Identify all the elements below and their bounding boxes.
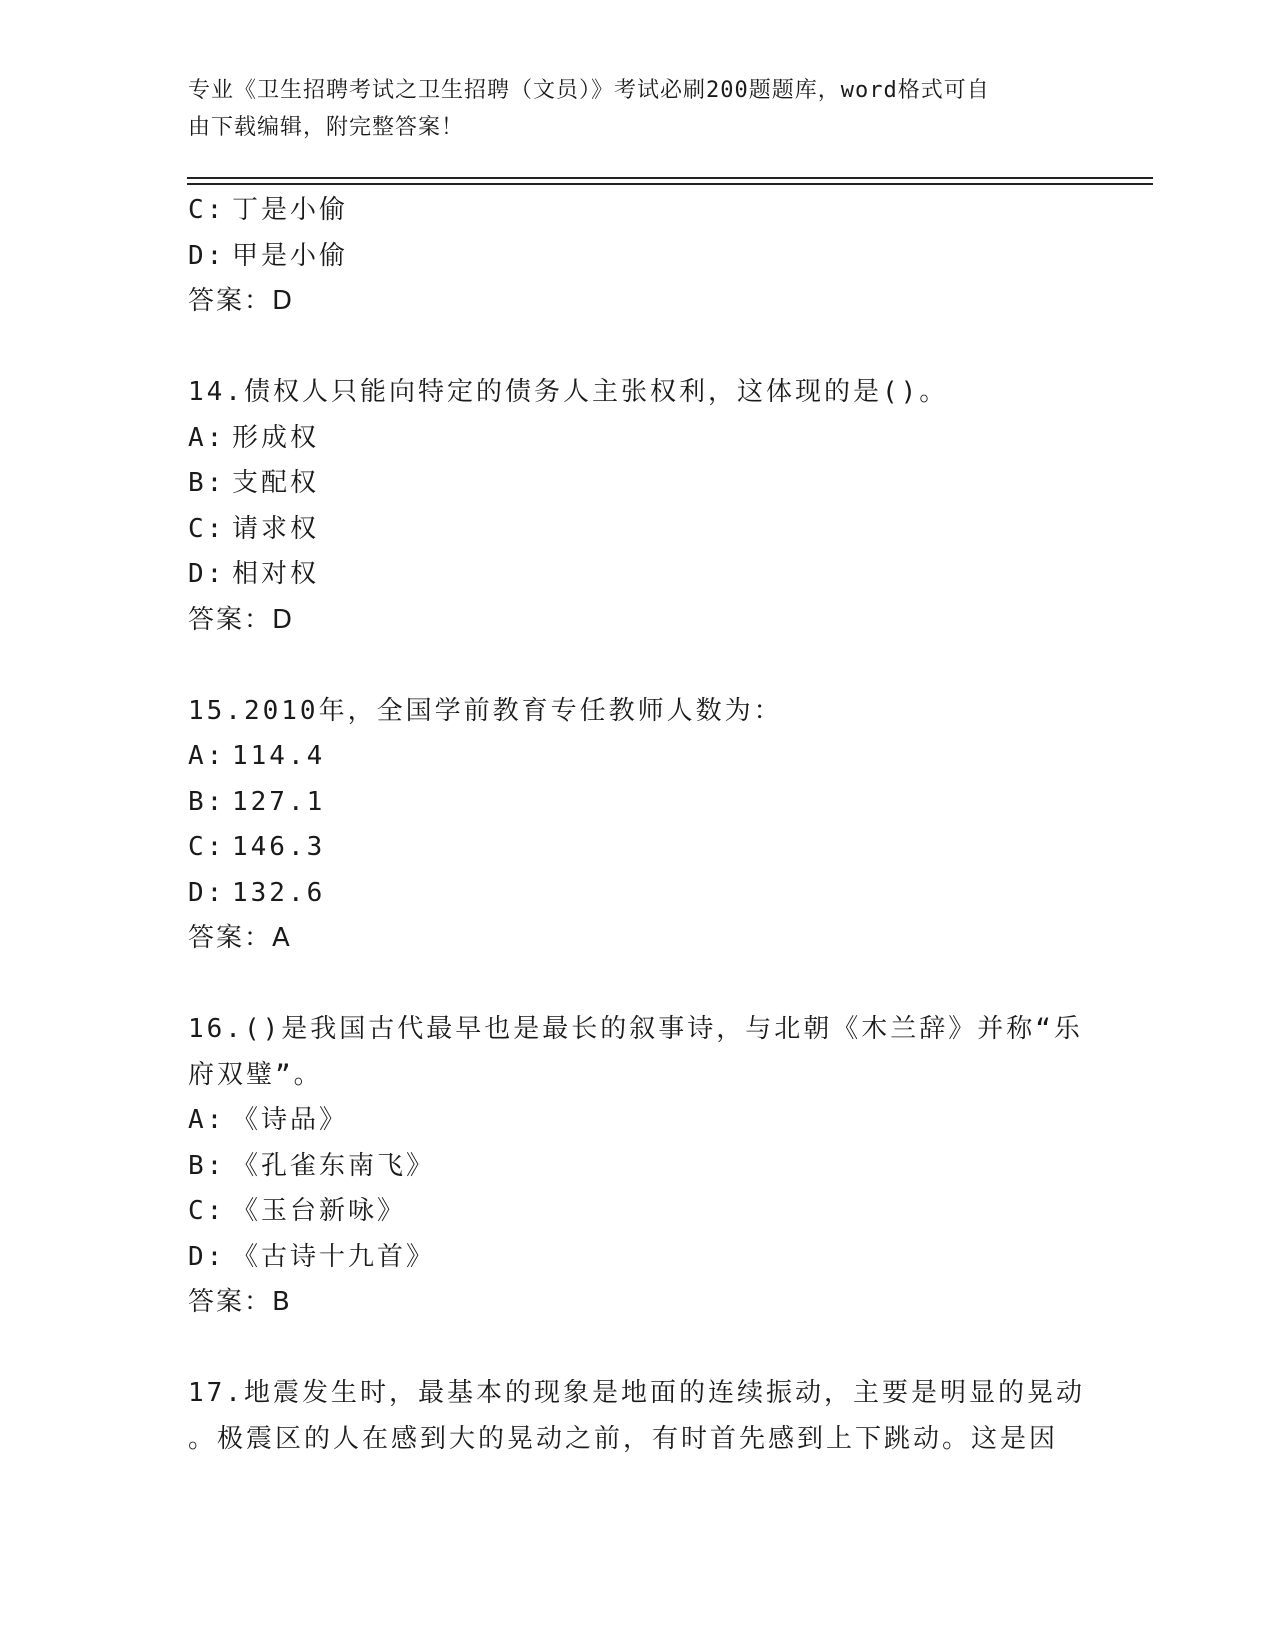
- question-text-line-2: 府双璧”。: [188, 1059, 323, 1090]
- option-text: 《玉台新咏》: [232, 1196, 407, 1226]
- option-c: [188, 188, 1088, 234]
- option-a: [188, 416, 1088, 462]
- answer-line: 答案：A: [188, 923, 292, 953]
- option-letter: B:: [188, 1150, 226, 1181]
- option-text: 丁是小偷: [232, 195, 349, 225]
- option-b: [188, 780, 1088, 826]
- document-body: [188, 188, 1088, 1462]
- question-text: 15.2010年，全国学前教育专任教师人数为：: [188, 695, 783, 726]
- question-block-13: [188, 188, 1088, 325]
- option-text: 形成权: [232, 422, 320, 453]
- option-b: [188, 1144, 1088, 1190]
- option-b: [188, 461, 1088, 507]
- header-line-1: 专业《卫生招聘考试之卫生招聘（文员）》考试必刷200题题库，word格式可自: [188, 78, 990, 103]
- option-letter: C:: [188, 513, 226, 544]
- option-text: 甲是小偷: [232, 240, 349, 271]
- option-text: 请求权: [232, 513, 320, 544]
- question-block-17: [188, 1371, 1088, 1462]
- option-d: [188, 871, 1088, 917]
- spacer: [188, 643, 1088, 689]
- question-block-16: [188, 1007, 1088, 1326]
- option-d: [188, 234, 1088, 280]
- option-text: 146.3: [232, 832, 326, 862]
- option-text: 127.1: [232, 786, 326, 817]
- option-letter: A:: [188, 422, 226, 453]
- option-c: [188, 507, 1088, 553]
- option-c: [188, 825, 1088, 871]
- option-letter: D:: [188, 877, 226, 908]
- option-letter: C:: [188, 1196, 226, 1226]
- option-letter: B:: [188, 786, 226, 817]
- option-c: [188, 1189, 1088, 1235]
- answer-line: 答案：D: [188, 286, 295, 316]
- option-text: 相对权: [232, 559, 320, 589]
- header-rule-bottom: [187, 183, 1153, 185]
- option-text: 《古诗十九首》: [232, 1241, 436, 1272]
- question-text: 14.债权人只能向特定的债务人主张权利，这体现的是()。: [188, 377, 949, 407]
- question-text-line-1: 16.()是我国古代最早也是最长的叙事诗，与北朝《木兰辞》并称“乐: [188, 1014, 1083, 1044]
- question-text-line-2: 。极震区的人在感到大的晃动之前，有时首先感到上下跳动。这是因: [188, 1423, 1059, 1454]
- option-letter: D:: [188, 240, 226, 271]
- option-text: 《孔雀东南飞》: [232, 1150, 436, 1181]
- option-letter: D:: [188, 559, 226, 589]
- question-block-15: [188, 689, 1088, 962]
- option-text: 114.4: [232, 741, 326, 771]
- option-text: 132.6: [232, 877, 326, 908]
- document-header: [188, 72, 1068, 146]
- option-d: [188, 552, 1088, 598]
- option-a: [188, 1098, 1088, 1144]
- option-text: 《诗品》: [232, 1105, 349, 1135]
- option-text: 支配权: [232, 468, 320, 498]
- question-text-line-1: 17.地震发生时，最基本的现象是地面的连续振动，主要是明显的晃动: [188, 1378, 1085, 1408]
- option-letter: D:: [188, 1241, 226, 1272]
- spacer: [188, 962, 1088, 1008]
- answer-line: 答案：B: [188, 1287, 292, 1317]
- option-letter: C:: [188, 195, 226, 225]
- spacer: [188, 325, 1088, 371]
- option-letter: A:: [188, 1105, 226, 1135]
- option-letter: C:: [188, 832, 226, 862]
- option-letter: A:: [188, 741, 226, 771]
- header-line-2: 由下载编辑，附完整答案！: [188, 115, 465, 140]
- spacer: [188, 1326, 1088, 1372]
- header-rule-top: [187, 177, 1153, 179]
- option-a: [188, 734, 1088, 780]
- answer-line: 答案：D: [188, 604, 295, 635]
- option-letter: B:: [188, 468, 226, 498]
- question-block-14: [188, 370, 1088, 643]
- option-d: [188, 1235, 1088, 1281]
